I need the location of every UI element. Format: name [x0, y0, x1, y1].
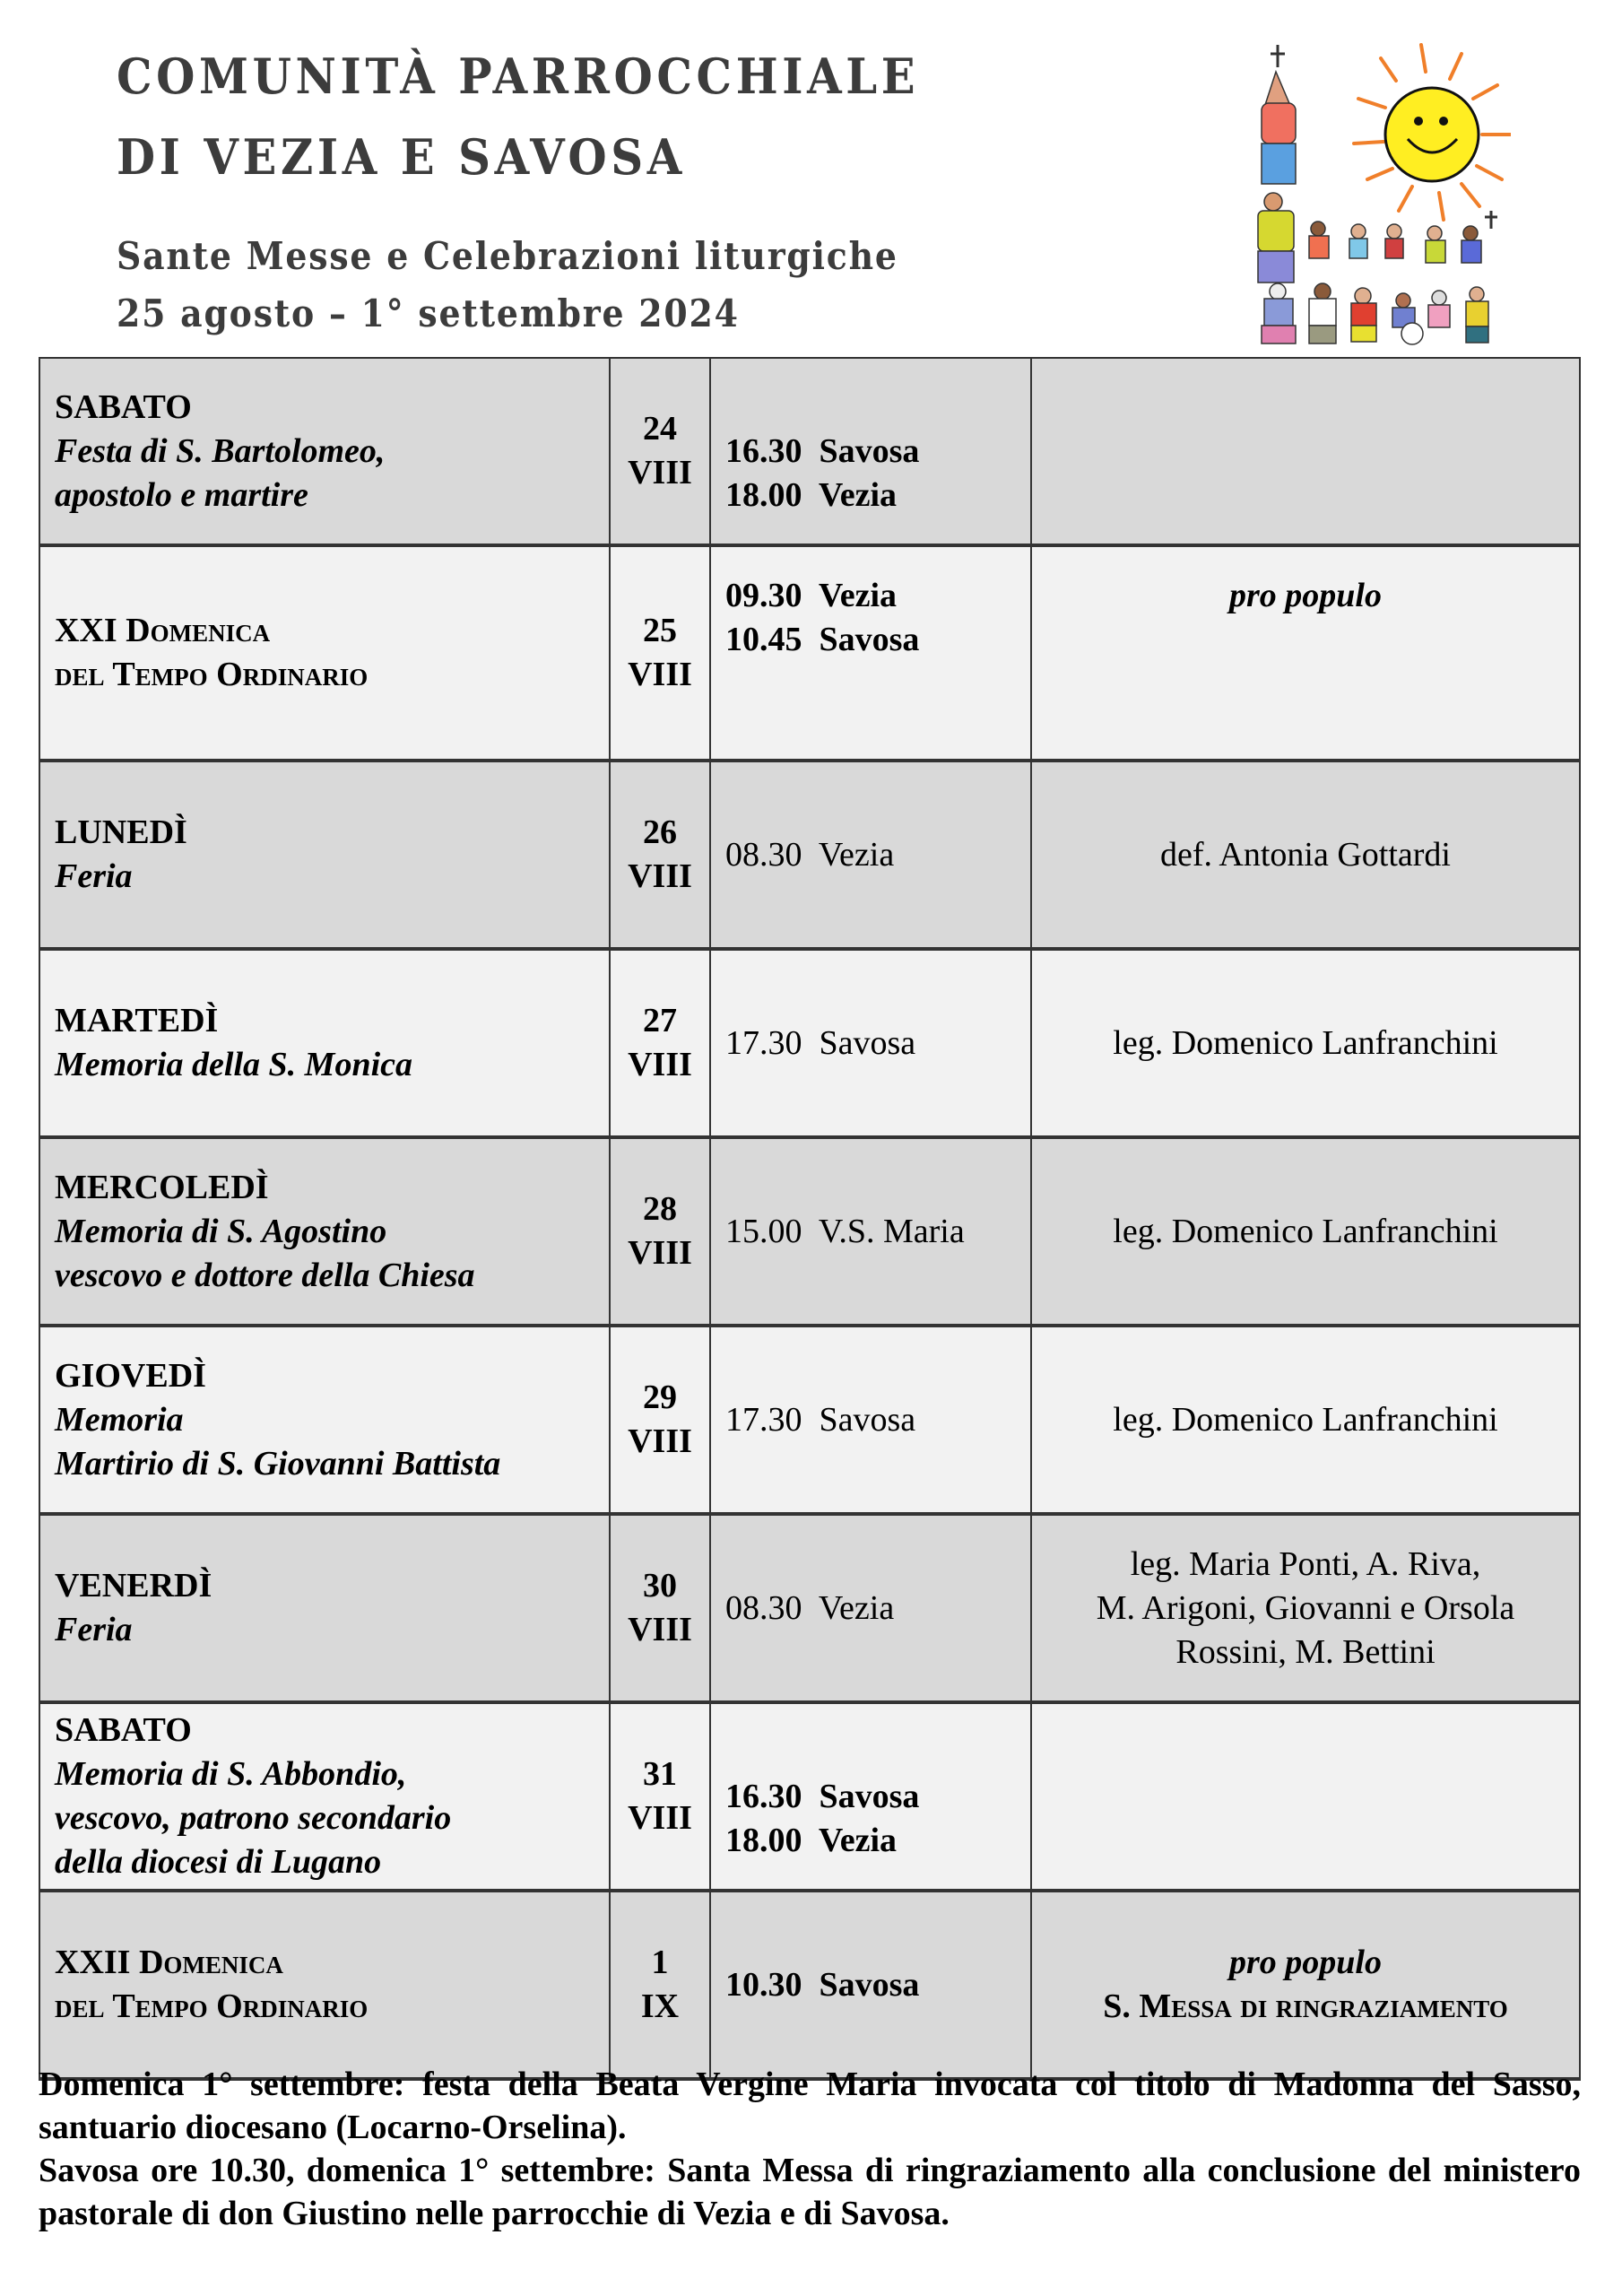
date-month: VIII — [628, 454, 692, 491]
time-cell — [710, 761, 1031, 949]
day-name: XXII Domenica — [55, 1944, 283, 1981]
table-row — [39, 358, 1580, 545]
day-cell — [39, 1326, 610, 1514]
feast-line: Feria — [55, 1611, 133, 1648]
table-row — [39, 761, 1580, 949]
day-name: MARTEDÌ — [55, 1002, 219, 1039]
mass-time: 18.00 Vezia — [725, 475, 898, 514]
day-cell — [39, 1514, 610, 1702]
intention-line: pro populo — [1229, 1944, 1382, 1981]
feast-line: Feria — [55, 857, 133, 895]
date-cell — [610, 1326, 710, 1514]
intention-line: leg. Domenico Lanfranchini — [1113, 1023, 1498, 1062]
intention-line: Rossini, M. Bettini — [1175, 1632, 1436, 1671]
feast-line: Martirio di S. Giovanni Battista — [55, 1444, 501, 1483]
date-day: 28 — [643, 1190, 677, 1228]
time-cell — [710, 1514, 1031, 1702]
table-row — [39, 1702, 1580, 1891]
date-day: 25 — [643, 612, 677, 649]
intention-cell — [1031, 1326, 1580, 1514]
day-name: SABATO — [55, 387, 192, 426]
table-row — [39, 1514, 1580, 1702]
intention-cell — [1031, 1702, 1580, 1891]
date-day: 27 — [643, 1002, 677, 1039]
mass-time: 16.30 Savosa — [725, 431, 920, 470]
day-name: XXI Domenica — [55, 612, 271, 649]
mass-time: 09.30 Vezia — [725, 577, 898, 614]
date-cell — [610, 1137, 710, 1326]
table-row — [39, 1891, 1580, 2079]
feast-line: Memoria della S. Monica — [55, 1046, 413, 1083]
date-cell — [610, 545, 710, 761]
date-day: 24 — [643, 410, 677, 448]
intention-cell — [1031, 761, 1580, 949]
mass-time: 17.30 Savosa — [725, 1023, 916, 1062]
date-month: VIII — [628, 656, 692, 693]
mass-schedule-table — [39, 357, 1581, 2081]
date-month: IX — [640, 1987, 680, 2025]
intention-line: M. Arigoni, Giovanni e Orsola — [1096, 1588, 1515, 1627]
table-row — [39, 949, 1580, 1137]
footer-notes — [39, 2063, 1581, 2235]
subtitle-line-1: Sante Messe e Celebrazioni liturgiche — [117, 234, 898, 278]
footer-note-thanksgiving-mass: Savosa ore 10.30, domenica 1° settembre: Santa Messa di ringraziamento alla conclusione del ministero pastorale di don Giustino nelle parrocchie di Vezia e di Savosa. — [39, 2152, 1581, 2232]
feast-line: apostolo e martire — [55, 475, 308, 514]
feast-line: vescovo, patrono secondario — [55, 1799, 452, 1837]
date-day: 26 — [643, 813, 677, 851]
mass-time: 18.00 Vezia — [725, 1821, 898, 1859]
date-day: 30 — [643, 1567, 677, 1605]
time-cell — [710, 949, 1031, 1137]
day-cell — [39, 1702, 610, 1891]
feast-line: Memoria — [55, 1400, 184, 1439]
date-month: VIII — [628, 1046, 692, 1083]
page-header — [117, 36, 989, 343]
day-name-line-2: del Tempo Ordinario — [55, 1987, 369, 2025]
date-cell — [610, 1891, 710, 2079]
intention-cell — [1031, 1514, 1580, 1702]
day-name: VENERDÌ — [55, 1567, 213, 1605]
day-name: SABATO — [55, 1711, 192, 1749]
time-cell — [710, 1137, 1031, 1326]
feast-line: Memoria di S. Abbondio, — [55, 1755, 407, 1793]
footer-note-madonna-del-sasso: Domenica 1° settembre: festa della Beata Vergine Maria invocata col titolo di Madonna del Sasso, santuario diocesano (Locarno-Orselina). — [39, 2066, 1581, 2146]
mass-time: 08.30 Vezia — [725, 835, 895, 874]
intention-line: pro populo — [1229, 577, 1382, 614]
date-day: 1 — [651, 1944, 669, 1981]
day-cell — [39, 1137, 610, 1326]
day-cell — [39, 545, 610, 761]
mass-time: 15.00 V.S. Maria — [725, 1212, 965, 1250]
date-cell — [610, 1702, 710, 1891]
special-mass-label: S. Messa di ringraziamento — [1103, 1987, 1508, 2025]
table-row — [39, 1137, 1580, 1326]
intention-cell — [1031, 949, 1580, 1137]
time-cell — [710, 358, 1031, 545]
date-month: VIII — [628, 1234, 692, 1272]
feast-line: della diocesi di Lugano — [55, 1843, 382, 1881]
date-month: VIII — [628, 1799, 692, 1837]
mass-time: 08.30 Vezia — [725, 1588, 895, 1627]
intention-cell — [1031, 1891, 1580, 2079]
day-name: LUNEDÌ — [55, 813, 187, 851]
date-cell — [610, 761, 710, 949]
date-month: VIII — [628, 1611, 692, 1648]
date-month: VIII — [628, 857, 692, 895]
date-month: VIII — [628, 1422, 692, 1460]
page-title-line-2: DI VEZIA E SAVOSA — [117, 128, 686, 186]
time-cell — [710, 1891, 1031, 2079]
feast-line: Memoria di S. Agostino — [55, 1212, 387, 1250]
subtitle-date-range: 25 agosto – 1° settembre 2024 — [117, 291, 740, 335]
feast-line: Festa di S. Bartolomeo, — [55, 431, 386, 470]
day-cell — [39, 761, 610, 949]
date-day: 29 — [643, 1378, 677, 1416]
date-cell — [610, 1514, 710, 1702]
date-cell — [610, 358, 710, 545]
date-day: 31 — [643, 1755, 677, 1793]
intention-cell — [1031, 1137, 1580, 1326]
day-name: MERCOLEDÌ — [55, 1168, 269, 1206]
day-cell — [39, 358, 610, 545]
intention-line: def. Antonia Gottardi — [1160, 835, 1451, 874]
table-row — [39, 545, 1580, 761]
mass-time: 10.45 Savosa — [725, 621, 920, 658]
church-people-sun-illustration-icon — [1242, 36, 1511, 350]
day-cell — [39, 1891, 610, 2079]
date-cell — [610, 949, 710, 1137]
day-name-line-2: del Tempo Ordinario — [55, 656, 369, 693]
day-cell — [39, 949, 610, 1137]
mass-time: 10.30 Savosa — [725, 1965, 920, 2004]
page-title-line-1: COMUNITÀ PARROCCHIALE — [117, 48, 920, 105]
intention-cell — [1031, 358, 1580, 545]
intention-line: leg. Domenico Lanfranchini — [1113, 1400, 1498, 1439]
time-cell — [710, 1326, 1031, 1514]
feast-line: vescovo e dottore della Chiesa — [55, 1256, 475, 1294]
table-row — [39, 1326, 1580, 1514]
mass-time: 17.30 Savosa — [725, 1400, 916, 1439]
time-cell — [710, 545, 1031, 761]
day-name: GIOVEDÌ — [55, 1356, 206, 1395]
mass-time: 16.30 Savosa — [725, 1777, 920, 1815]
intention-cell — [1031, 545, 1580, 761]
time-cell — [710, 1702, 1031, 1891]
intention-line: leg. Domenico Lanfranchini — [1113, 1212, 1498, 1250]
intention-line: leg. Maria Ponti, A. Riva, — [1130, 1544, 1481, 1583]
